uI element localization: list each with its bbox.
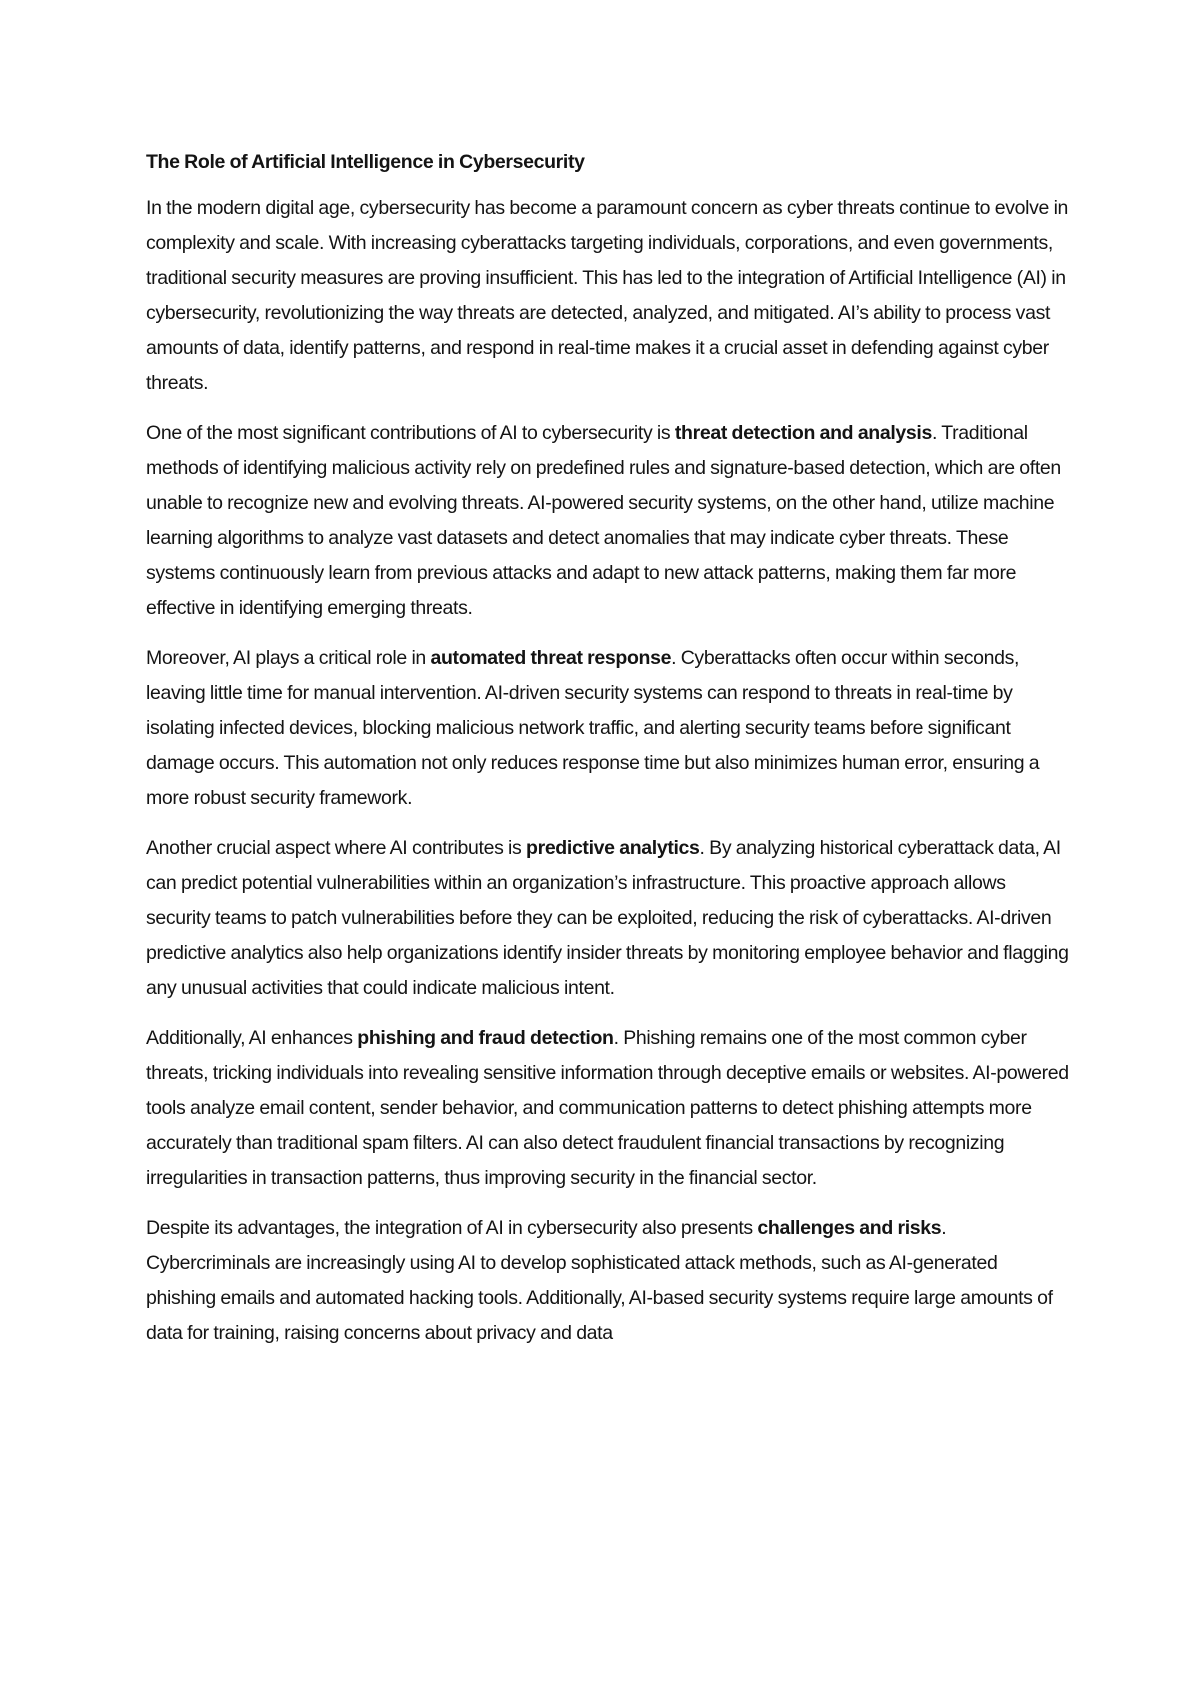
paragraph-challenges-risks bbox=[146, 1211, 1071, 1351]
document-body bbox=[146, 145, 1071, 1366]
paragraph-intro bbox=[146, 191, 1071, 401]
document-title: The Role of Artificial Intelligence in Cybersecurity bbox=[146, 151, 585, 173]
paragraph-text: . Phishing remains one of the most common cyber threats, tricking individuals into revealing sensitive information through deceptive emails or websites. AI-powered tools analyze email content, sender behavior, and communication patterns to detect phishing attempts more accurately than traditional spam filters. AI can also detect fraudulent financial transactions by recognizing irregularities in transaction patterns, thus improving security in the financial sector. bbox=[146, 1027, 1069, 1189]
paragraph-text: Another crucial aspect where AI contributes is bbox=[146, 837, 527, 859]
paragraph-bold-term: threat detection and analysis bbox=[674, 422, 932, 444]
paragraph-text: . Traditional methods of identifying malicious activity rely on predefined rules and signature-based detection, which are often unable to recognize new and evolving threats. AI-powered security systems, on the other hand, utilize machine learning algorithms to analyze vast datasets and detect anomalies that may indicate cyber threats. These systems continuously learn from previous attacks and adapt to new attack patterns, making them far more effective in identifying emerging threats. bbox=[146, 422, 1061, 619]
paragraph-text: Despite its advantages, the integration of AI in cybersecurity also presents bbox=[146, 1217, 758, 1239]
paragraph-text: . Cybercriminals are increasingly using AI to develop sophisticated attack methods, such as AI-generated phishing emails and automated hacking tools. Additionally, AI-based security systems require large amounts of data for training, raising concerns about privacy and data bbox=[146, 1217, 1053, 1344]
paragraph-bold-term: challenges and risks bbox=[757, 1217, 942, 1239]
paragraph-text: . Cyberattacks often occur within seconds, leaving little time for manual intervention. AI-driven security systems can respond to threats in real-time by isolating infected devices, blocking malicious network traffic, and alerting security teams before significant damage occurs. This automation not only reduces response time but also minimizes human error, ensuring a more robust security framework. bbox=[146, 647, 1040, 809]
paragraph-text: . By analyzing historical cyberattack data, AI can predict potential vulnerabilities within an organization’s infrastructure. This proactive approach allows security teams to patch vulnerabilities before they can be exploited, reducing the risk of cyberattacks. AI-driven predictive analytics also help organizations identify insider threats by monitoring employee behavior and flagging any unusual activities that could indicate malicious intent. bbox=[146, 837, 1069, 999]
paragraph-automated-response bbox=[146, 641, 1071, 816]
paragraph-phishing-fraud bbox=[146, 1021, 1071, 1196]
paragraph-text: In the modern digital age, cybersecurity has become a paramount concern as cyber threats continue to evolve in complexity and scale. With increasing cyberattacks targeting individuals, corporations, and even governments, traditional security measures are proving insufficient. This has led to the integration of Artificial Intelligence (AI) in cybersecurity, revolutionizing the way threats are detected, analyzed, and mitigated. AI’s ability to process vast amounts of data, identify patterns, and respond in real-time makes it a crucial asset in defending against cyber threats. bbox=[146, 197, 1069, 394]
paragraph-bold-term: predictive analytics bbox=[526, 837, 700, 859]
paragraph-text: Moreover, AI plays a critical role in bbox=[146, 647, 431, 669]
paragraph-predictive-analytics bbox=[146, 831, 1071, 1006]
paragraph-text: One of the most significant contributions of AI to cybersecurity is bbox=[146, 422, 675, 444]
paragraph-bold-term: automated threat response bbox=[430, 647, 672, 669]
paragraph-bold-term: phishing and fraud detection bbox=[357, 1027, 614, 1049]
paragraph-threat-detection bbox=[146, 416, 1071, 626]
paragraph-text: Additionally, AI enhances bbox=[146, 1027, 358, 1049]
